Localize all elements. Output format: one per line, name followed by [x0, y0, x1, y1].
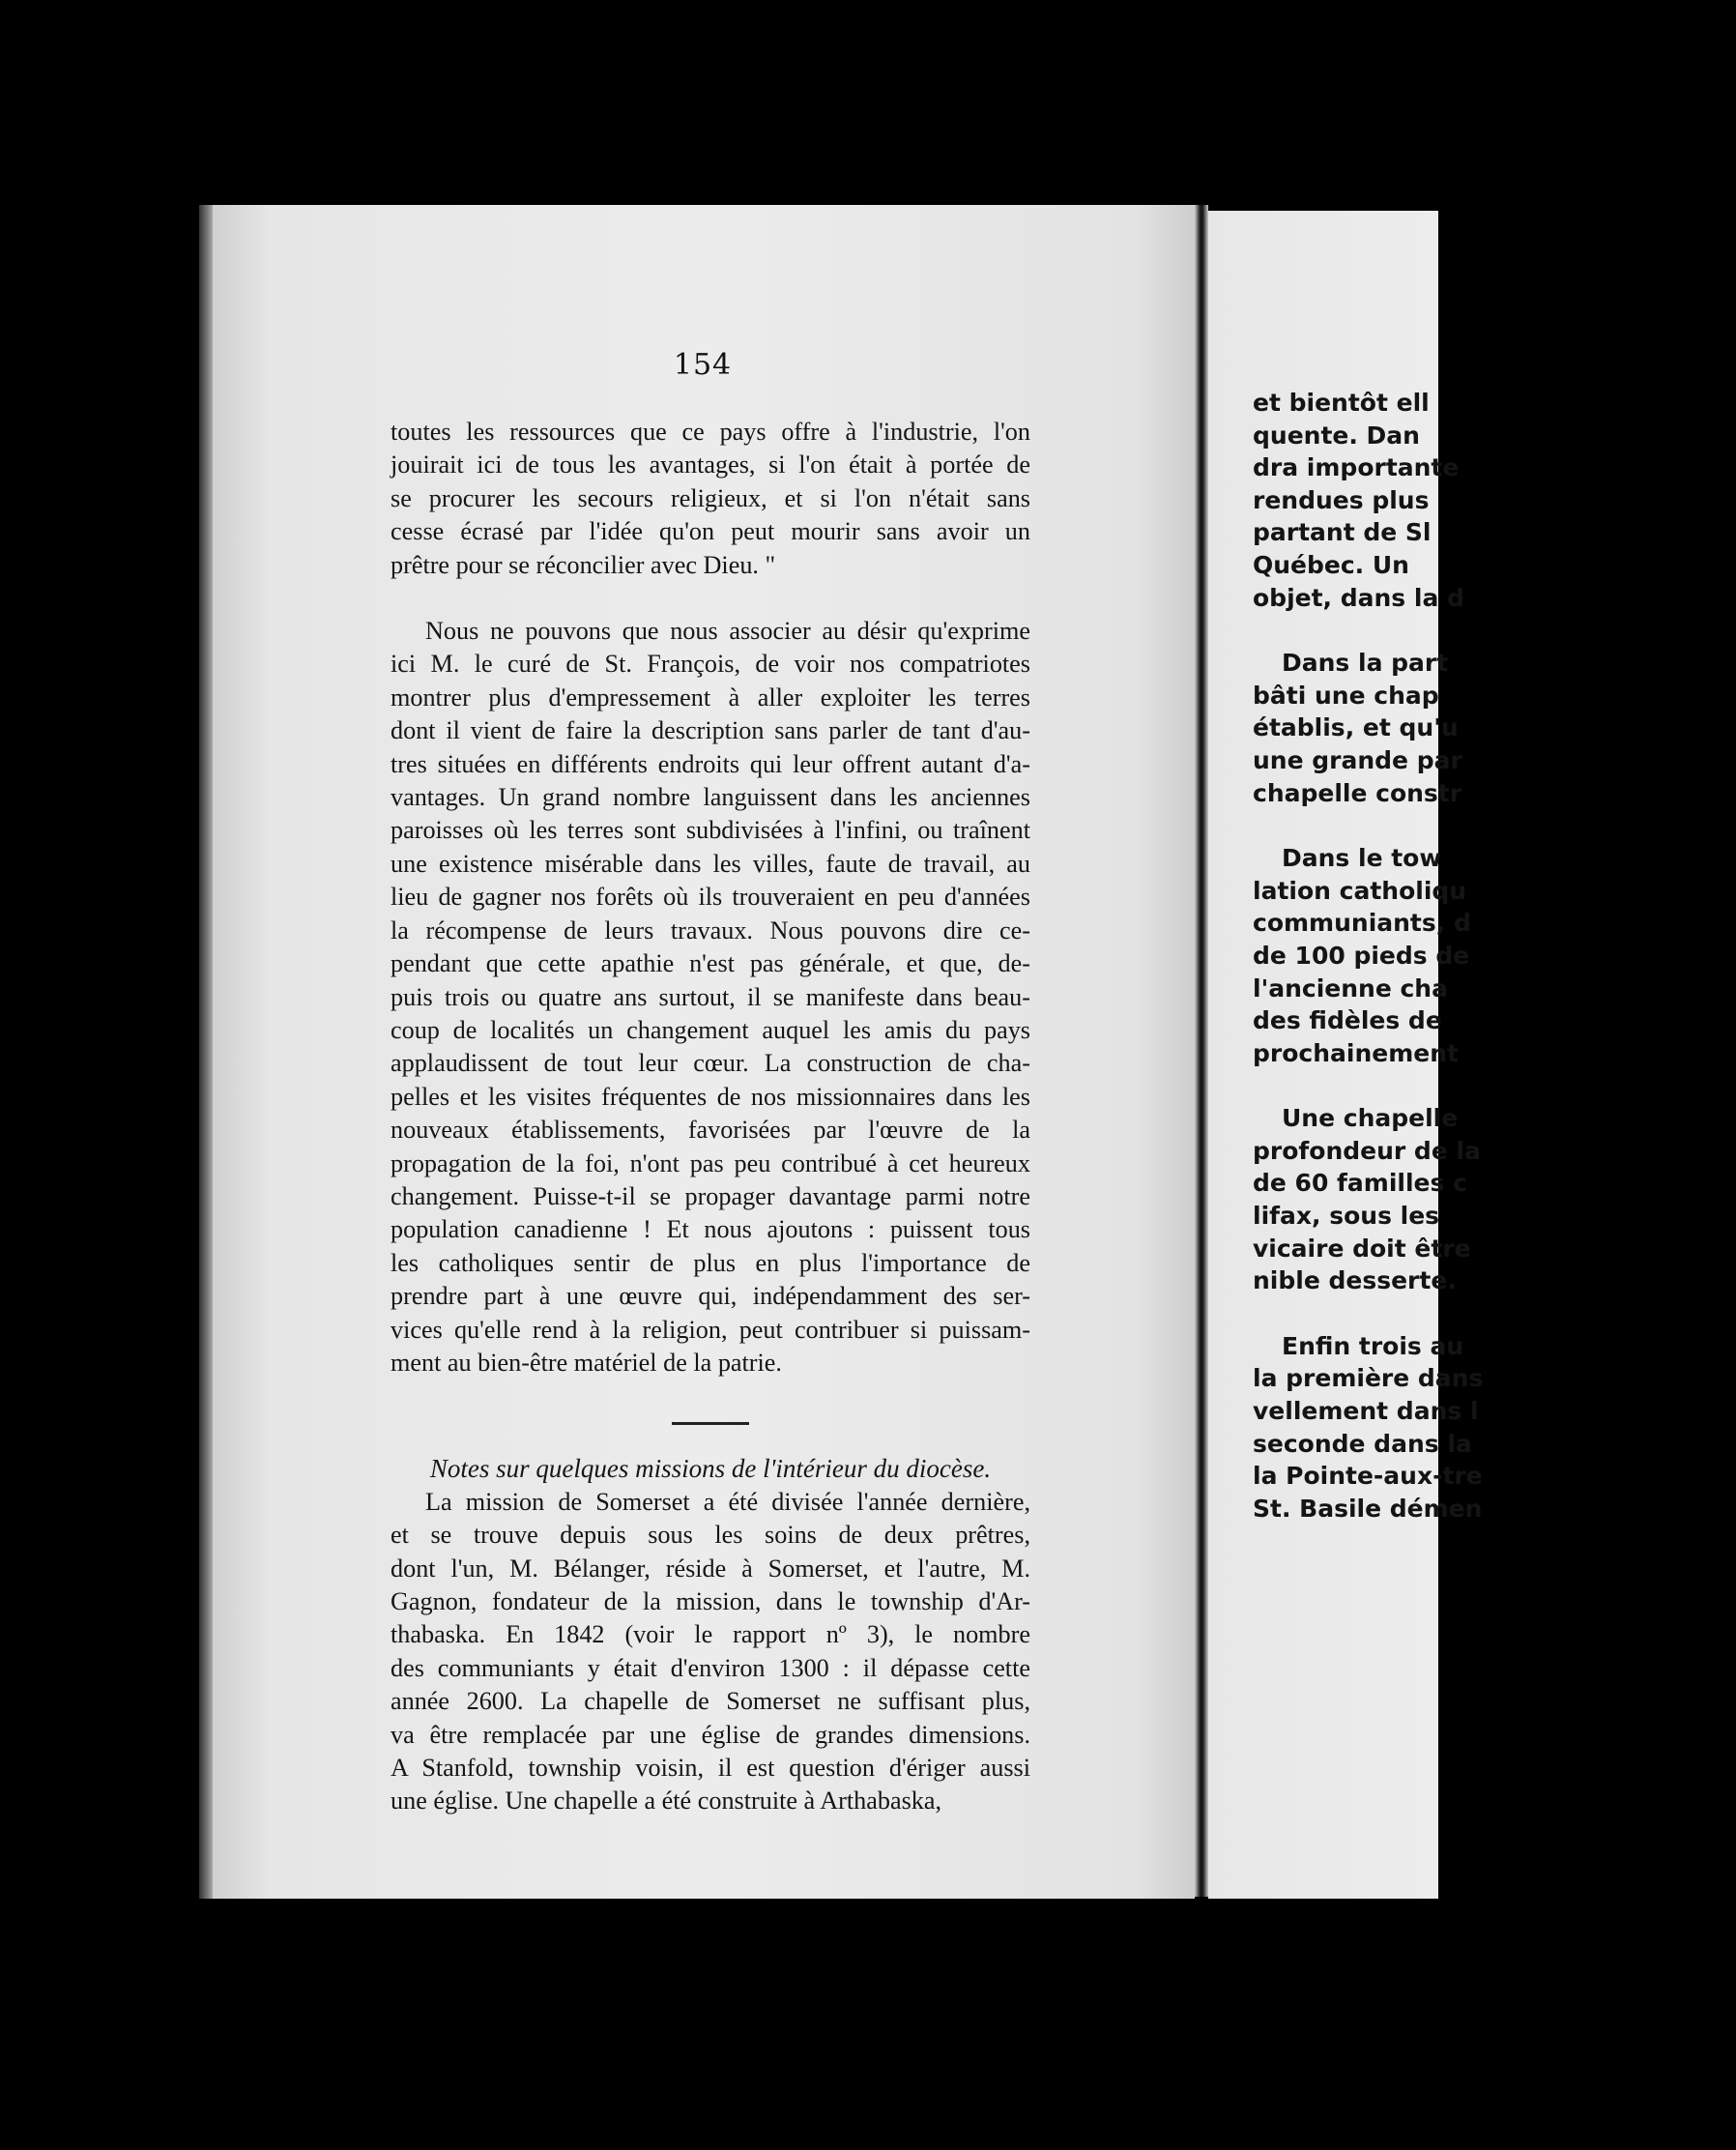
text-line: La mission de Somerset a été divisée l'année dernière,: [425, 1487, 1030, 1516]
right-text-line: chapelle constr: [1253, 778, 1462, 807]
right-text-line: une grande par: [1253, 745, 1462, 774]
text-line: Nous ne pouvons que nous associer au désir qu'exprime: [425, 617, 1030, 646]
left-text-column: [391, 416, 1030, 1818]
text-line: va être remplacée par une église de grandes dimensions.: [391, 1720, 1030, 1749]
right-text-line: dra importante: [1253, 453, 1460, 482]
text-line: paroisses où les terres sont subdivisées à l'infini, ou traînent: [391, 816, 1030, 845]
section-title: Notes sur quelques missions de l'intérieur du diocèse.: [429, 1454, 992, 1484]
text-line: toutes les ressources que ce pays offre à l'industrie, l'on: [391, 418, 1030, 446]
right-text-line: la Pointe-aux-tre: [1253, 1462, 1483, 1491]
text-line: jouirait ici de tous les avantages, si l'on était à portée de: [391, 450, 1030, 479]
right-text-line: communiants, d: [1253, 909, 1471, 938]
right-text-line: établis, et qu'u: [1253, 713, 1459, 742]
text-line: une existence misérable dans les villes, faute de travail, au: [391, 849, 1030, 878]
text-line: dont il vient de faire la description sans parler de tant d'au-: [391, 716, 1030, 745]
text-line: tres situées en différents endroits qui leur offrent autant d'a-: [391, 749, 1030, 778]
text-line: et se trouve depuis sous les soins de deux prêtres,: [391, 1521, 1030, 1550]
text-line: pendant que cette apathie n'est pas générale, et que, de-: [391, 949, 1030, 978]
text-line: montrer plus d'empressement à aller exploiter les terres: [391, 683, 1030, 712]
text-line: vantages. Un grand nombre languissent dans les anciennes: [391, 783, 1030, 812]
right-text-line: rendues plus: [1253, 485, 1430, 514]
page-number: 154: [673, 348, 733, 382]
text-line: Gagnon, fondateur de la mission, dans le township d'Ar-: [391, 1587, 1030, 1615]
text-line: les catholiques sentir de plus en plus l'importance de: [391, 1248, 1030, 1277]
right-text-line: quente. Dan: [1253, 421, 1420, 450]
text-line: thabaska. En 1842 (voir le rapport nº 3), le nombre: [391, 1620, 1030, 1649]
text-line: puis trois ou quatre ans surtout, il se manifeste dans beau-: [391, 982, 1030, 1011]
text-line: prêtre pour se réconcilier avec Dieu. ": [391, 550, 776, 579]
right-text-column: [1253, 387, 1736, 1525]
right-text-line: Dans le tow: [1282, 844, 1442, 873]
right-text-line: lation catholiqu: [1253, 876, 1467, 905]
right-text-line: de 60 familles c: [1253, 1169, 1467, 1198]
text-line: population canadienne ! Et nous ajoutons : puissent tous: [391, 1215, 1030, 1244]
text-line: se procurer les secours religieux, et si l'on n'était sans: [391, 483, 1030, 512]
right-text-line: prochainement: [1253, 1038, 1459, 1067]
text-line: la récompense de leurs travaux. Nous pouvons dire ce-: [391, 915, 1030, 944]
right-text-line: profondeur de la: [1253, 1136, 1481, 1165]
text-line: une église. Une chapelle a été construite à Arthabaska,: [391, 1787, 942, 1816]
right-text-line: lifax, sous les: [1253, 1202, 1440, 1231]
right-text-line: la première dans: [1253, 1364, 1484, 1393]
right-text-line: Québec. Un: [1253, 550, 1409, 579]
right-text-line: vicaire doit être: [1253, 1234, 1471, 1263]
left-page: [211, 205, 1195, 1899]
paragraph-commentary: [391, 615, 1030, 1380]
right-text-line: bâti une chap: [1253, 681, 1439, 710]
right-text-line: Dans la part: [1282, 649, 1449, 678]
text-line: ici M. le curé de St. François, de voir nos compatriotes: [391, 650, 1030, 679]
text-line: changement. Puisse-t-il se propager davantage parmi notre: [391, 1181, 1030, 1210]
text-line: nouveaux établissements, favorisées par l'œuvre de la: [391, 1116, 1030, 1145]
text-line: des communiants y était d'environ 1300 : il dépasse cette: [391, 1653, 1030, 1682]
right-text-line: des fidèles de: [1253, 1006, 1442, 1035]
book-spine-edge: [199, 205, 213, 1899]
right-text-line: objet, dans la d: [1253, 583, 1464, 612]
right-text-line: seconde dans la: [1253, 1429, 1472, 1458]
right-text-line: St. Basile démen: [1253, 1494, 1483, 1523]
right-text-line: de 100 pieds de: [1253, 941, 1470, 970]
right-text-line: Enfin trois au: [1282, 1331, 1464, 1360]
text-line: année 2600. La chapelle de Somerset ne suffisant plus,: [391, 1687, 1030, 1716]
text-line: pelles et les visites fréquentes de nos missionnaires dans les: [391, 1082, 1030, 1111]
page-gutter: [1195, 205, 1208, 1897]
text-line: A Stanfold, township voisin, il est question d'ériger aussi: [391, 1754, 1030, 1783]
paragraph-somerset-mission: [391, 1486, 1030, 1818]
text-line: lieu de gagner nos forêts où ils trouveraient en peu d'années: [391, 883, 1030, 912]
paragraph-continuation: [391, 416, 1030, 582]
text-line: cesse écrasé par l'idée qu'on peut mourir sans avoir un: [391, 517, 1030, 546]
text-line: dont l'un, M. Bélanger, réside à Somerset, et l'autre, M.: [391, 1554, 1030, 1583]
right-text-line: Une chapelle: [1282, 1104, 1459, 1133]
text-line: prendre part à une œuvre qui, indépendamment des ser-: [391, 1282, 1030, 1311]
text-line: ment au bien-être matériel de la patrie.: [391, 1348, 782, 1377]
text-line: vices qu'elle rend à la religion, peut contribuer si puissam-: [391, 1315, 1030, 1344]
right-page-partial: [1208, 211, 1484, 1899]
text-line: coup de localités un changement auquel les amis du pays: [391, 1015, 1030, 1044]
text-line: applaudissent de tout leur cœur. La construction de cha-: [391, 1049, 1030, 1078]
text-line: propagation de la foi, n'ont pas peu contribué à cet heureux: [391, 1148, 1030, 1177]
right-text-line: l'ancienne cha: [1253, 973, 1448, 1002]
right-text-line: et bientôt ell: [1253, 389, 1430, 417]
right-text-line: nible desserte.: [1253, 1266, 1457, 1295]
right-text-line: partant de Sl: [1253, 518, 1432, 547]
right-text-line: vellement dans l: [1253, 1397, 1479, 1426]
section-divider-rule: [672, 1422, 749, 1425]
